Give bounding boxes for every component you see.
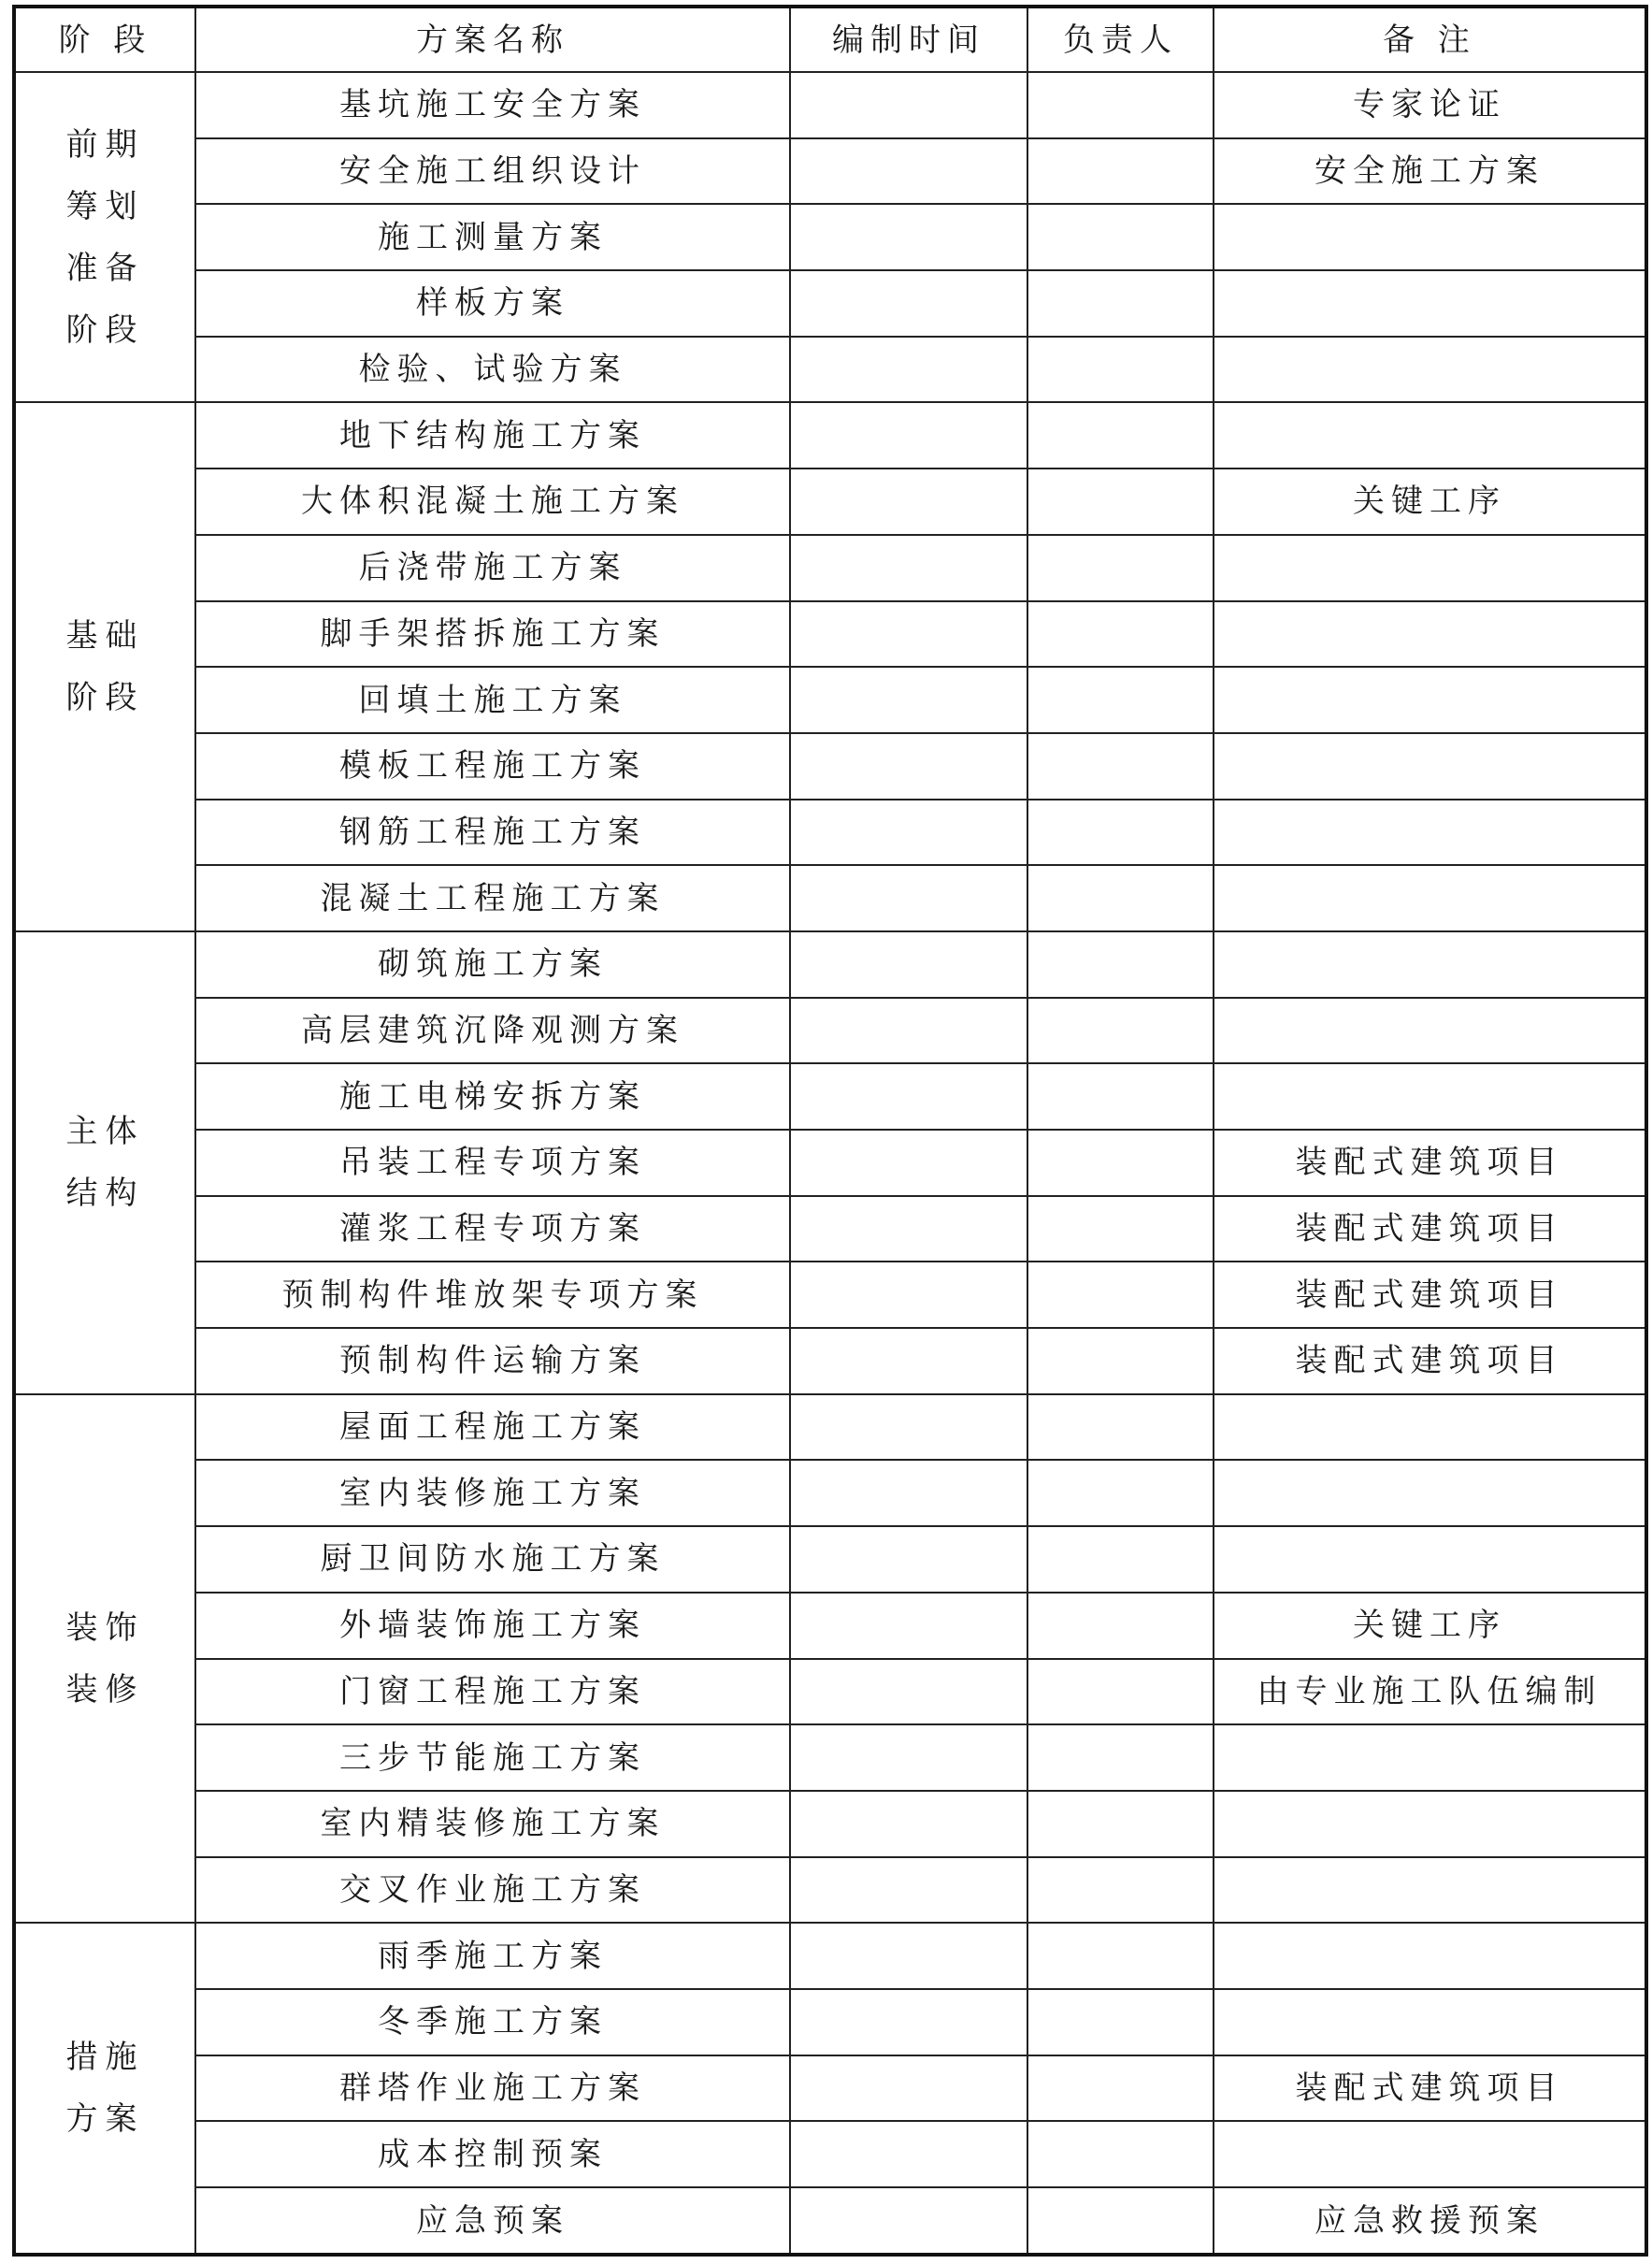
remark-cell xyxy=(1214,865,1646,931)
plan-name-cell: 门窗工程施工方案 xyxy=(195,1659,790,1725)
remark-cell: 安全施工方案 xyxy=(1214,138,1646,205)
table-row xyxy=(14,1526,1646,1593)
date-cell xyxy=(790,1460,1027,1526)
stage-label-cell xyxy=(14,1923,195,2255)
owner-cell xyxy=(1027,1923,1214,1989)
table-row xyxy=(14,72,1646,138)
plan-name-cell: 样板方案 xyxy=(195,270,790,337)
date-cell xyxy=(790,1328,1027,1394)
date-cell xyxy=(790,1923,1027,1989)
owner-cell xyxy=(1027,1196,1214,1262)
owner-cell xyxy=(1027,2121,1214,2187)
date-cell xyxy=(790,1659,1027,1725)
date-cell xyxy=(790,72,1027,138)
owner-cell xyxy=(1027,402,1214,469)
date-cell xyxy=(790,1857,1027,1924)
stage-label-cell xyxy=(14,72,195,402)
date-cell xyxy=(790,1593,1027,1659)
table-row xyxy=(14,1394,1646,1461)
header-stage: 阶 段 xyxy=(14,7,195,72)
table-row xyxy=(14,535,1646,601)
owner-cell xyxy=(1027,1593,1214,1659)
date-cell xyxy=(790,800,1027,866)
plan-name-cell: 室内装修施工方案 xyxy=(195,1460,790,1526)
table-row xyxy=(14,402,1646,469)
owner-cell xyxy=(1027,733,1214,800)
owner-cell xyxy=(1027,1130,1214,1196)
plan-name-cell: 地下结构施工方案 xyxy=(195,402,790,469)
table-row xyxy=(14,138,1646,205)
remark-cell: 关键工序 xyxy=(1214,1593,1646,1659)
date-cell xyxy=(790,1130,1027,1196)
owner-cell xyxy=(1027,1724,1214,1791)
date-cell xyxy=(790,865,1027,931)
date-cell xyxy=(790,1724,1027,1791)
table-row xyxy=(14,2055,1646,2122)
plan-name-cell: 施工电梯安拆方案 xyxy=(195,1063,790,1130)
owner-cell xyxy=(1027,800,1214,866)
table-row xyxy=(14,931,1646,998)
plan-name-cell: 应急预案 xyxy=(195,2187,790,2255)
remark-cell: 装配式建筑项目 xyxy=(1214,1196,1646,1262)
date-cell xyxy=(790,204,1027,270)
date-cell xyxy=(790,1063,1027,1130)
construction-plan-table xyxy=(12,5,1648,2257)
plan-name-cell: 砌筑施工方案 xyxy=(195,931,790,998)
plan-name-cell: 检验、试验方案 xyxy=(195,337,790,403)
owner-cell xyxy=(1027,1262,1214,1328)
plan-name-cell: 施工测量方案 xyxy=(195,204,790,270)
table-row xyxy=(14,1724,1646,1791)
table-row xyxy=(14,601,1646,668)
remark-cell xyxy=(1214,1394,1646,1461)
stage-label-cell xyxy=(14,1394,195,1924)
date-cell xyxy=(790,1262,1027,1328)
table-row xyxy=(14,337,1646,403)
owner-cell xyxy=(1027,1394,1214,1461)
table-row xyxy=(14,204,1646,270)
remark-cell: 由专业施工队伍编制 xyxy=(1214,1659,1646,1725)
date-cell xyxy=(790,2187,1027,2255)
header-owner: 负责人 xyxy=(1027,7,1214,72)
table-row xyxy=(14,733,1646,800)
table-header-row xyxy=(14,7,1646,72)
plan-name-cell: 后浇带施工方案 xyxy=(195,535,790,601)
date-cell xyxy=(790,270,1027,337)
plan-name-cell: 吊装工程专项方案 xyxy=(195,1130,790,1196)
plan-name-cell: 三步节能施工方案 xyxy=(195,1724,790,1791)
owner-cell xyxy=(1027,1063,1214,1130)
date-cell xyxy=(790,1196,1027,1262)
owner-cell xyxy=(1027,138,1214,205)
plan-name-cell: 成本控制预案 xyxy=(195,2121,790,2187)
table-row xyxy=(14,1659,1646,1725)
owner-cell xyxy=(1027,270,1214,337)
table-row xyxy=(14,1791,1646,1857)
table-row xyxy=(14,1989,1646,2055)
owner-cell xyxy=(1027,865,1214,931)
remark-cell xyxy=(1214,337,1646,403)
plan-name-cell: 预制构件运输方案 xyxy=(195,1328,790,1394)
date-cell xyxy=(790,138,1027,205)
remark-cell xyxy=(1214,733,1646,800)
date-cell xyxy=(790,1526,1027,1593)
table-row xyxy=(14,2121,1646,2187)
header-date: 编制时间 xyxy=(790,7,1027,72)
owner-cell xyxy=(1027,601,1214,668)
owner-cell xyxy=(1027,1659,1214,1725)
plan-name-cell: 室内精装修施工方案 xyxy=(195,1791,790,1857)
table-row xyxy=(14,865,1646,931)
plan-name-cell: 厨卫间防水施工方案 xyxy=(195,1526,790,1593)
table-row xyxy=(14,1857,1646,1924)
table-row xyxy=(14,1328,1646,1394)
remark-cell: 装配式建筑项目 xyxy=(1214,1130,1646,1196)
remark-cell: 装配式建筑项目 xyxy=(1214,2055,1646,2122)
table-row xyxy=(14,800,1646,866)
owner-cell xyxy=(1027,1526,1214,1593)
date-cell xyxy=(790,733,1027,800)
table-row xyxy=(14,1262,1646,1328)
remark-cell xyxy=(1214,1989,1646,2055)
remark-cell xyxy=(1214,931,1646,998)
owner-cell xyxy=(1027,72,1214,138)
owner-cell xyxy=(1027,1460,1214,1526)
plan-name-cell: 模板工程施工方案 xyxy=(195,733,790,800)
owner-cell xyxy=(1027,535,1214,601)
table-row xyxy=(14,1593,1646,1659)
plan-name-cell: 大体积混凝土施工方案 xyxy=(195,469,790,535)
plan-name-cell: 外墙装饰施工方案 xyxy=(195,1593,790,1659)
stage-label-line: 前期 xyxy=(65,125,145,164)
remark-cell xyxy=(1214,601,1646,668)
table-row xyxy=(14,1063,1646,1130)
owner-cell xyxy=(1027,931,1214,998)
remark-cell: 装配式建筑项目 xyxy=(1214,1262,1646,1328)
plan-name-cell: 预制构件堆放架专项方案 xyxy=(195,1262,790,1328)
stage-label-line: 阶段 xyxy=(65,679,145,717)
remark-cell xyxy=(1214,998,1646,1064)
remark-cell xyxy=(1214,800,1646,866)
owner-cell xyxy=(1027,2055,1214,2122)
owner-cell xyxy=(1027,2187,1214,2255)
date-cell xyxy=(790,1791,1027,1857)
stage-label-line: 装修 xyxy=(65,1670,145,1709)
stage-label-line: 主体 xyxy=(65,1113,145,1151)
table-row xyxy=(14,1923,1646,1989)
plan-name-cell: 高层建筑沉降观测方案 xyxy=(195,998,790,1064)
remark-cell xyxy=(1214,1460,1646,1526)
remark-cell xyxy=(1214,204,1646,270)
date-cell xyxy=(790,1989,1027,2055)
plan-name-cell: 屋面工程施工方案 xyxy=(195,1394,790,1461)
remark-cell xyxy=(1214,1791,1646,1857)
stage-label-cell xyxy=(14,402,195,931)
remark-cell: 关键工序 xyxy=(1214,469,1646,535)
stage-label-line: 方案 xyxy=(65,2100,145,2139)
plan-name-cell: 混凝土工程施工方案 xyxy=(195,865,790,931)
date-cell xyxy=(790,931,1027,998)
stage-label-line: 基础 xyxy=(65,617,145,656)
stage-label-line: 阶段 xyxy=(65,310,145,349)
stage-label-line: 装饰 xyxy=(65,1608,145,1647)
remark-cell: 装配式建筑项目 xyxy=(1214,1328,1646,1394)
plan-name-cell: 群塔作业施工方案 xyxy=(195,2055,790,2122)
owner-cell xyxy=(1027,998,1214,1064)
table-row xyxy=(14,667,1646,733)
remark-cell: 专家论证 xyxy=(1214,72,1646,138)
plan-name-cell: 安全施工组织设计 xyxy=(195,138,790,205)
date-cell xyxy=(790,998,1027,1064)
table-body xyxy=(14,72,1646,2255)
date-cell xyxy=(790,667,1027,733)
date-cell xyxy=(790,1394,1027,1461)
date-cell xyxy=(790,2055,1027,2122)
remark-cell xyxy=(1214,1063,1646,1130)
stage-label-line: 措施 xyxy=(65,2039,145,2077)
plan-name-cell: 基坑施工安全方案 xyxy=(195,72,790,138)
remark-cell xyxy=(1214,1923,1646,1989)
remark-cell xyxy=(1214,270,1646,337)
date-cell xyxy=(790,402,1027,469)
owner-cell xyxy=(1027,1328,1214,1394)
remark-cell xyxy=(1214,1526,1646,1593)
plan-name-cell: 交叉作业施工方案 xyxy=(195,1857,790,1924)
table-row xyxy=(14,1460,1646,1526)
date-cell xyxy=(790,469,1027,535)
table-row xyxy=(14,998,1646,1064)
remark-cell xyxy=(1214,1724,1646,1791)
stage-label-line: 筹划 xyxy=(65,187,145,225)
remark-cell xyxy=(1214,535,1646,601)
header-remark: 备 注 xyxy=(1214,7,1646,72)
date-cell xyxy=(790,535,1027,601)
header-plan-name: 方案名称 xyxy=(195,7,790,72)
plan-name-cell: 脚手架搭拆施工方案 xyxy=(195,601,790,668)
plan-name-cell: 雨季施工方案 xyxy=(195,1923,790,1989)
plan-name-cell: 冬季施工方案 xyxy=(195,1989,790,2055)
date-cell xyxy=(790,2121,1027,2187)
remark-cell xyxy=(1214,2121,1646,2187)
remark-cell: 应急救援预案 xyxy=(1214,2187,1646,2255)
owner-cell xyxy=(1027,1857,1214,1924)
plan-name-cell: 回填土施工方案 xyxy=(195,667,790,733)
plan-name-cell: 灌浆工程专项方案 xyxy=(195,1196,790,1262)
date-cell xyxy=(790,601,1027,668)
owner-cell xyxy=(1027,667,1214,733)
table-row xyxy=(14,1130,1646,1196)
remark-cell xyxy=(1214,402,1646,469)
owner-cell xyxy=(1027,337,1214,403)
table-row xyxy=(14,1196,1646,1262)
table-row xyxy=(14,270,1646,337)
table-row xyxy=(14,469,1646,535)
owner-cell xyxy=(1027,1989,1214,2055)
owner-cell xyxy=(1027,204,1214,270)
owner-cell xyxy=(1027,469,1214,535)
remark-cell xyxy=(1214,667,1646,733)
remark-cell xyxy=(1214,1857,1646,1924)
stage-label-cell xyxy=(14,931,195,1394)
plan-name-cell: 钢筋工程施工方案 xyxy=(195,800,790,866)
stage-label-line: 结构 xyxy=(65,1175,145,1213)
owner-cell xyxy=(1027,1791,1214,1857)
date-cell xyxy=(790,337,1027,403)
stage-label-line: 准备 xyxy=(65,249,145,287)
table-row xyxy=(14,2187,1646,2255)
